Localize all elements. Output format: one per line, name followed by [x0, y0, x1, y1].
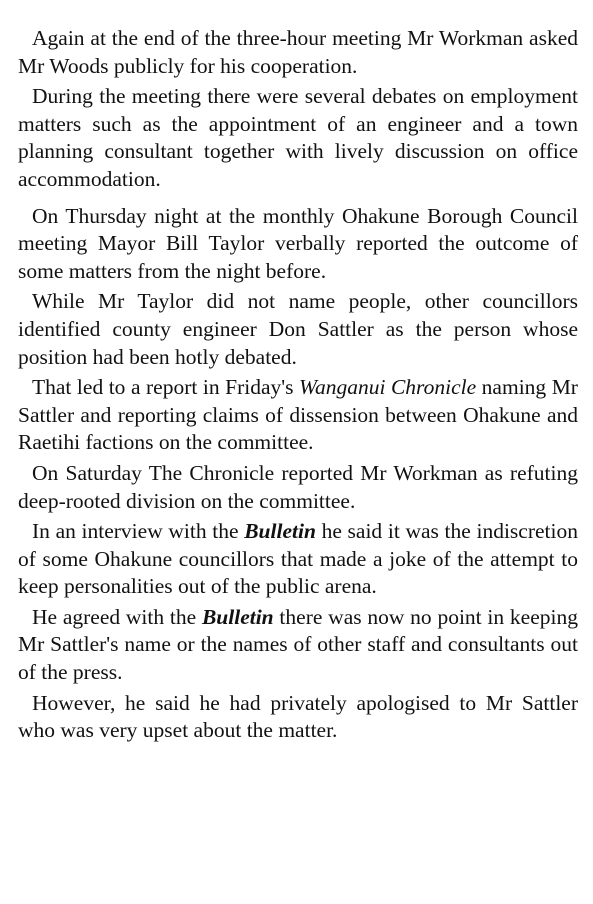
- paragraph-8-text-after: there was now no point in keeping Mr Sattler's name or the names of other staff and consultants out of the press.: [18, 604, 578, 685]
- newspaper-title-bulletin: Bulletin: [244, 519, 316, 544]
- paragraph-5-text-after: naming Mr Sattler and reporting claims of dissension between Ohakune and Raetihi factions on the committee.: [18, 375, 578, 455]
- paragraph-7-text-after: he said it was the indiscretion of some Ohakune councillors that made a joke of the attempt to keep personalities out of the public arena.: [18, 519, 578, 599]
- paragraph-6: On Saturday The Chronicle reported Mr Workman as refuting deep-rooted division on the committee.: [18, 460, 578, 513]
- article-column: [18, 25, 578, 745]
- paragraph-5: [18, 374, 578, 457]
- paragraph-1: Again at the end of the three-hour meeting Mr Workman asked Mr Woods publicly for his cooperation.: [18, 26, 578, 78]
- paragraph-8: [18, 604, 578, 687]
- paragraph-9: However, he said he had privately apologised to Mr Sattler who was very upset about the matter.: [18, 690, 578, 743]
- paragraph-2: During the meeting there were several debates on employment matters such as the appointment of an engineer and a town planning consultant together with lively discussion on office accommodation.: [18, 84, 578, 191]
- newspaper-title-bulletin: Bulletin: [201, 604, 274, 629]
- paragraph-5-text-before: That led to a report in Friday's: [32, 375, 300, 400]
- paragraph-7: [18, 518, 578, 601]
- paragraph-7-text-before: In an interview with the: [32, 519, 245, 544]
- paragraph-3: On Thursday night at the monthly Ohakune Borough Council meeting Mayor Bill Taylor verbally reported the outcome of some matters from the night before.: [18, 203, 578, 283]
- paragraph-8-text-before: He agreed with the: [32, 604, 202, 629]
- paragraph-4: While Mr Taylor did not name people, other councillors identified county engineer Don Sattler as the person whose position had been hotly debated.: [18, 289, 578, 369]
- newspaper-title-wanganui-chronicle: Wanganui Chronicle: [299, 375, 477, 400]
